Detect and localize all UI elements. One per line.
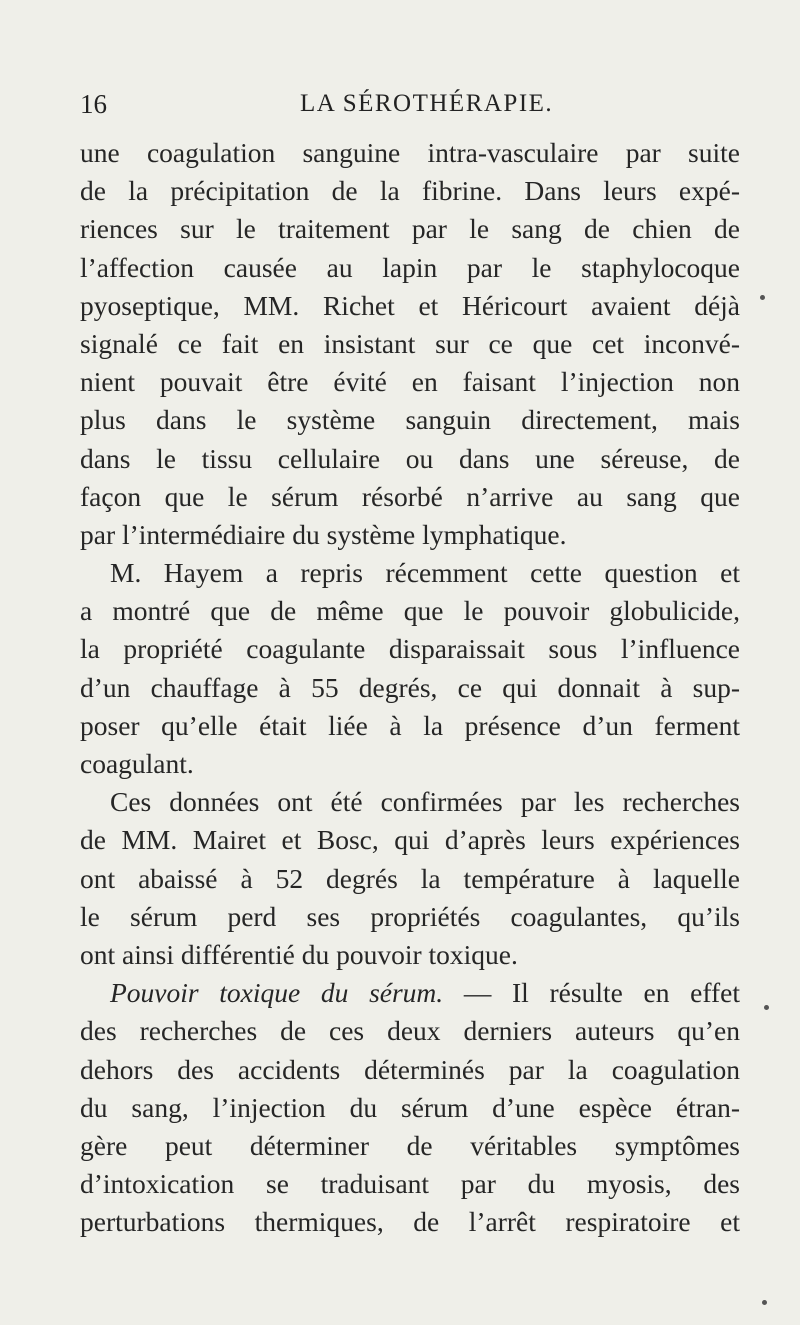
line-text: une coagulation sanguine intra-vasculaire par suite [80, 137, 740, 168]
line-text: d’intoxication se traduisant par du myosis, des [80, 1168, 740, 1200]
line-text: le sérum perd ses propriétés coagulantes, qu’ils [80, 900, 740, 932]
line-text: d’un chauffage à 55 degrés, ce qui donnait à sup- [80, 671, 740, 703]
section-heading: Pouvoir toxique du sérum. [110, 977, 444, 1009]
text-line [80, 1089, 740, 1127]
text-line [80, 821, 740, 859]
page-number: 16 [80, 89, 107, 119]
body-text [80, 134, 740, 1241]
line-text: poser qu’elle était liée à la présence d’un ferment [80, 709, 740, 741]
text-line [80, 1012, 740, 1050]
text-line [80, 974, 740, 1012]
text-line [80, 478, 740, 516]
line-text: du sang, l’injection du sérum d’une espèce étran- [80, 1091, 740, 1123]
line-text: signalé ce fait en insistant sur ce que cet inconvé- [80, 327, 740, 359]
line-text: par l’intermédiaire du système lymphatique. [80, 518, 567, 550]
line-text: ont ainsi différentié du pouvoir toxique. [80, 938, 518, 970]
text-line [80, 898, 740, 936]
text-line [80, 516, 740, 554]
running-title: LA SÉROTHÉRAPIE. [300, 90, 554, 117]
text-line [80, 936, 740, 974]
text-line [80, 554, 740, 592]
text-line [80, 630, 740, 668]
text-line [80, 172, 740, 210]
text-line [80, 707, 740, 745]
text-line [80, 134, 740, 172]
line-text: la propriété coagulante disparaissait sous l’influence [80, 633, 740, 665]
page-header [80, 86, 740, 122]
line-text: M. Hayem a repris récemment cette question et [110, 557, 740, 589]
line-text: dans le tissu cellulaire ou dans une séreuse, de [80, 442, 740, 474]
line-text: a montré que de même que le pouvoir globulicide, [80, 595, 740, 627]
text-line [80, 592, 740, 630]
text-line [80, 1127, 740, 1165]
line-text: plus dans le système sanguin directement, mais [80, 404, 740, 436]
margin-mark [764, 1005, 769, 1010]
line-text: riences sur le traitement par le sang de chien de [80, 213, 740, 245]
line-text: — Il résulte en effet [443, 977, 740, 1009]
text-line [80, 401, 740, 439]
line-text: nient pouvait être évité en faisant l’injection non [80, 366, 740, 398]
margin-mark [762, 1300, 767, 1305]
text-line [80, 1051, 740, 1089]
line-text: pyoseptique, MM. Richet et Héricourt avaient déjà [80, 289, 740, 321]
line-text: gère peut déterminer de véritables symptômes [80, 1129, 740, 1161]
line-text: des recherches de ces deux derniers auteurs qu’en [80, 1015, 740, 1047]
text-line [80, 325, 740, 363]
text-line [80, 287, 740, 325]
text-line [80, 249, 740, 287]
line-text: dehors des accidents déterminés par la coagulation [80, 1053, 740, 1085]
text-line [80, 860, 740, 898]
line-text: de MM. Mairet et Bosc, qui d’après leurs expériences [80, 824, 740, 856]
line-text: l’affection causée au lapin par le staphylocoque [80, 251, 740, 283]
text-line [80, 745, 740, 783]
text-line [80, 363, 740, 401]
text-line [80, 1165, 740, 1203]
line-text: ont abaissé à 52 degrés la température à laquelle [80, 862, 740, 894]
line-text: façon que le sérum résorbé n’arrive au sang que [80, 480, 740, 512]
text-line [80, 440, 740, 478]
text-line [80, 210, 740, 248]
line-text: perturbations thermiques, de l’arrêt respiratoire et [80, 1206, 740, 1238]
line-text: coagulant. [80, 748, 194, 779]
margin-mark [760, 295, 765, 300]
line-text: Ces données ont été confirmées par les recherches [110, 786, 740, 818]
text-line [80, 1203, 740, 1241]
text-line [80, 669, 740, 707]
line-text: de la précipitation de la fibrine. Dans leurs expé- [80, 175, 740, 207]
text-line [80, 783, 740, 821]
